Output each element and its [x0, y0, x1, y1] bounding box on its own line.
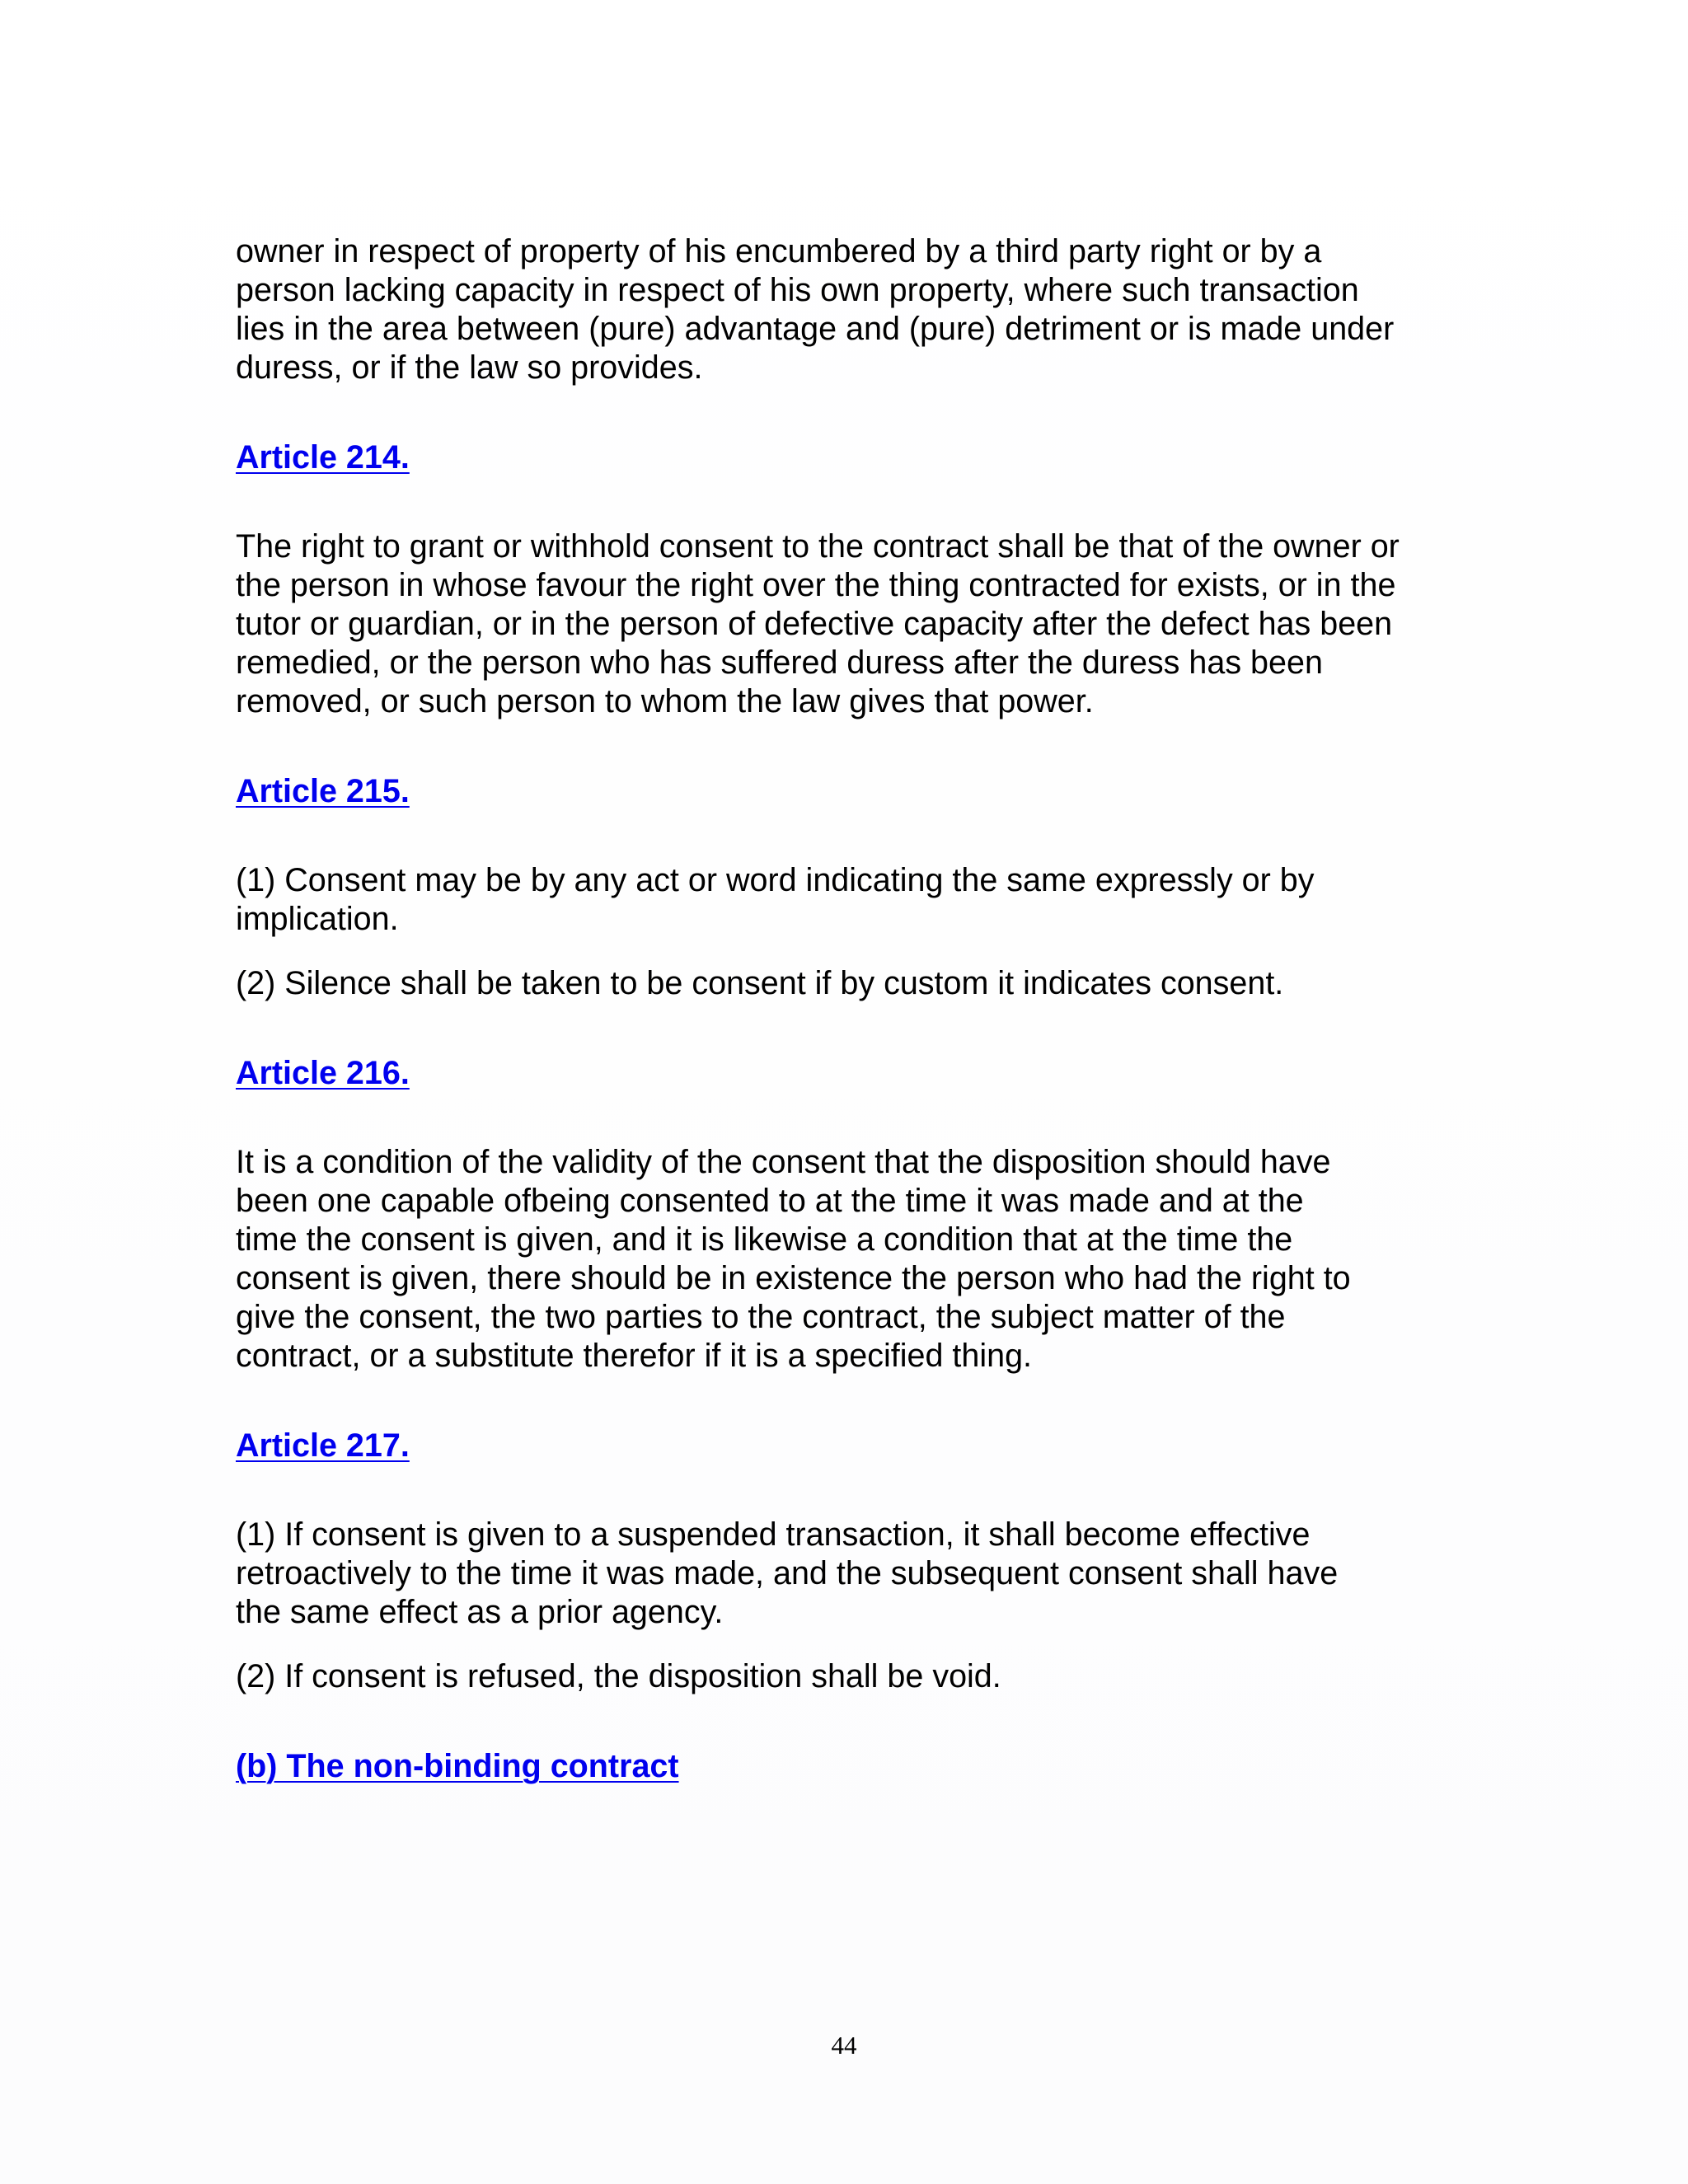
text-line: remedied, or the person who has suffered duress after the duress has been: [236, 644, 1323, 681]
text-line: duress, or if the law so provides.: [236, 349, 703, 386]
text-line: consent is given, there should be in existence the person who had the right to: [236, 1260, 1351, 1296]
text-line: owner in respect of property of his encumbered by a third party right or by a: [236, 233, 1322, 269]
text-line: the person in whose favour the right over the thing contracted for exists, or in the: [236, 567, 1396, 603]
text-line: lies in the area between (pure) advantage and (pure) detriment or is made under: [236, 311, 1395, 347]
article-214-paragraph: [236, 527, 1456, 721]
text-line: It is a condition of the validity of the consent that the disposition should have: [236, 1144, 1331, 1180]
text-line: implication.: [236, 901, 399, 937]
text-line: (1) If consent is given to a suspended transaction, it shall become effective: [236, 1516, 1311, 1553]
section-heading-link[interactable]: (b) The non-binding contract: [236, 1748, 679, 1784]
text-line: been one capable ofbeing consented to at the time it was made and at the: [236, 1183, 1304, 1219]
text-line: removed, or such person to whom the law gives that power.: [236, 683, 1094, 719]
text-line: (2) Silence shall be taken to be consent if by custom it indicates consent.: [236, 965, 1284, 1001]
article-215-link[interactable]: Article 215.: [236, 773, 410, 809]
text-line: retroactively to the time it was made, and the subsequent consent shall have: [236, 1555, 1339, 1591]
article-215-paragraph-2: [236, 964, 1456, 1003]
text-line: give the consent, the two parties to the contract, the subject matter of the: [236, 1299, 1286, 1335]
text-line: the same effect as a prior agency.: [236, 1594, 724, 1630]
article-216-heading: [236, 1054, 1456, 1093]
text-line: (1) Consent may be by any act or word indicating the same expressly or by: [236, 862, 1315, 898]
article-216-paragraph: [236, 1143, 1456, 1376]
article-214-heading: [236, 438, 1456, 477]
article-217-paragraph-2: [236, 1657, 1456, 1696]
text-line: person lacking capacity in respect of his own property, where such transaction: [236, 272, 1359, 308]
article-215-heading: [236, 772, 1456, 811]
article-216-link[interactable]: Article 216.: [236, 1055, 410, 1091]
text-line: time the consent is given, and it is likewise a condition that at the time the: [236, 1221, 1293, 1258]
article-217-heading: [236, 1427, 1456, 1465]
text-line: The right to grant or withhold consent to the contract shall be that of the owner or: [236, 528, 1400, 565]
text-line: (2) If consent is refused, the disposition shall be void.: [236, 1658, 1001, 1694]
section-heading: [236, 1747, 1456, 1786]
text-line: tutor or guardian, or in the person of defective capacity after the defect has been: [236, 606, 1393, 642]
text-line: contract, or a substitute therefor if it is a specified thing.: [236, 1338, 1033, 1374]
intro-paragraph: [236, 232, 1456, 387]
article-217-paragraph-1: [236, 1516, 1456, 1632]
page-number: 44: [831, 2031, 857, 2060]
page-content: [236, 232, 1456, 1786]
article-215-paragraph-1: [236, 861, 1456, 939]
article-214-link[interactable]: Article 214.: [236, 439, 410, 476]
article-217-link[interactable]: Article 217.: [236, 1427, 410, 1464]
